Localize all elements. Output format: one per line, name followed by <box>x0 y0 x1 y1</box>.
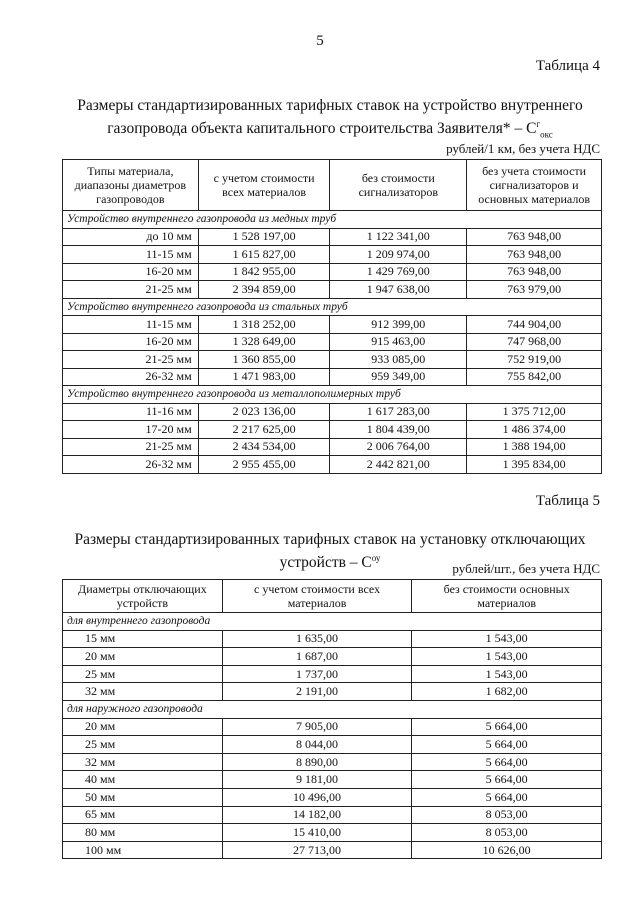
table5-value-cell: 15 410,00 <box>222 824 412 842</box>
table4-section-title: Устройство внутреннего газопровода из медных труб <box>63 211 602 229</box>
table5-row <box>63 630 602 648</box>
table4-section-row <box>63 386 602 404</box>
table4-row <box>63 316 602 334</box>
table4-value-cell: 1 842 955,00 <box>198 263 330 281</box>
table4-value-cell: 2 394 859,00 <box>198 281 330 299</box>
table5-diameter-cell: 20 мм <box>63 648 223 666</box>
table5-diameter-cell: 80 мм <box>63 824 223 842</box>
table4-title-sup: г <box>536 119 541 129</box>
table4-value-cell: 2 955 455,00 <box>198 456 330 474</box>
table4-diameter-cell: 21-25 мм <box>63 438 199 456</box>
table4-value-cell: 747 968,00 <box>467 333 602 351</box>
table5-units: рублей/шт., без учета НДС <box>452 561 600 576</box>
table5-value-cell: 1 543,00 <box>412 630 602 648</box>
table4-value-cell: 1 528 197,00 <box>198 228 330 246</box>
table5-row <box>63 806 602 824</box>
table4-row <box>63 403 602 421</box>
table4-value-cell: 915 463,00 <box>330 333 467 351</box>
table4-section-row <box>63 298 602 316</box>
table4-value-cell: 2 442 821,00 <box>330 456 467 474</box>
table5-value-cell: 9 181,00 <box>222 771 412 789</box>
table5-title-line1: Размеры стандартизированных тарифных ставок на установку отключающих <box>74 531 586 548</box>
table4-value-cell: 2 217 625,00 <box>198 421 330 439</box>
table5-diameter-cell: 65 мм <box>63 806 223 824</box>
table5-value-cell: 1 635,00 <box>222 630 412 648</box>
table4-value-cell: 1 617 283,00 <box>330 403 467 421</box>
table4-row <box>63 281 602 299</box>
table5-label: Таблица 5 <box>535 493 600 509</box>
table4-value-cell: 763 979,00 <box>467 281 602 299</box>
table4-diameter-cell: 26-32 мм <box>63 456 199 474</box>
table5 <box>62 579 602 859</box>
table4-diameter-cell: до 10 мм <box>63 228 199 246</box>
table5-diameter-cell: 15 мм <box>63 630 223 648</box>
table4-value-cell: 1 947 638,00 <box>330 281 467 299</box>
table4-value-cell: 1 328 649,00 <box>198 333 330 351</box>
table4-value-cell: 1 122 341,00 <box>330 228 467 246</box>
table5-value-cell: 8 053,00 <box>412 824 602 842</box>
table4-value-cell: 1 615 827,00 <box>198 246 330 264</box>
table5-diameter-cell: 50 мм <box>63 788 223 806</box>
table4-title-line2: газопровода объекта капитального строительства Заявителя* – С <box>107 120 537 138</box>
table5-row <box>63 718 602 736</box>
table4-title-line1: Размеры стандартизированных тарифных ставок на устройство внутреннего <box>77 97 583 114</box>
table4-value-cell: 1 318 252,00 <box>198 316 330 334</box>
table5-title-line2: устройств – С <box>279 554 372 572</box>
table5-header-cell: Диаметры отключающих устройств <box>63 580 223 613</box>
table5-value-cell: 8 053,00 <box>412 806 602 824</box>
table4-row <box>63 228 602 246</box>
table5-header-cell: с учетом стоимости всех материалов <box>222 580 412 613</box>
table4-value-cell: 2 434 534,00 <box>198 438 330 456</box>
table5-value-cell: 5 664,00 <box>412 753 602 771</box>
table5-diameter-cell: 20 мм <box>63 718 223 736</box>
table4-section-title: Устройство внутреннего газопровода из металлополимерных труб <box>63 386 602 404</box>
table4-value-cell: 912 399,00 <box>330 316 467 334</box>
table5-row <box>63 736 602 754</box>
table4-header-cell: Типы материала, диапазоны диаметров газопроводов <box>63 160 199 211</box>
table4-value-cell: 2 006 764,00 <box>330 438 467 456</box>
table4-value-cell: 1 471 983,00 <box>198 368 330 386</box>
table4-value-cell: 1 360 855,00 <box>198 351 330 369</box>
table5-value-cell: 14 182,00 <box>222 806 412 824</box>
table4-header-row <box>63 160 602 211</box>
table5-value-cell: 5 664,00 <box>412 771 602 789</box>
table4-value-cell: 2 023 136,00 <box>198 403 330 421</box>
table4-title <box>60 96 600 144</box>
table5-title-sup: оу <box>371 553 381 563</box>
table5-header-row <box>63 580 602 613</box>
table4-value-cell: 752 919,00 <box>467 351 602 369</box>
table4-header-cell: без стоимости сигнализаторов <box>330 160 467 211</box>
table4-diameter-cell: 21-25 мм <box>63 351 199 369</box>
table5-value-cell: 1 737,00 <box>222 665 412 683</box>
table4-header-cell: без учета стоимости сигнализаторов и основных материалов <box>467 160 602 211</box>
table5-header-cell: без стоимости основных материалов <box>412 580 602 613</box>
table4-value-cell: 1 388 194,00 <box>467 438 602 456</box>
table4-row <box>63 456 602 474</box>
table4-diameter-cell: 17-20 мм <box>63 421 199 439</box>
table5-value-cell: 1 543,00 <box>412 665 602 683</box>
table5-row <box>63 683 602 701</box>
table5-value-cell: 8 044,00 <box>222 736 412 754</box>
table5-value-cell: 5 664,00 <box>412 788 602 806</box>
table4-diameter-cell: 11-16 мм <box>63 403 199 421</box>
table4-label: Таблица 4 <box>535 58 600 74</box>
table4-row <box>63 438 602 456</box>
table5-section-row <box>63 700 602 718</box>
table5-diameter-cell: 32 мм <box>63 683 223 701</box>
table4-value-cell: 1 486 374,00 <box>467 421 602 439</box>
table4-section-title: Устройство внутреннего газопровода из стальных труб <box>63 298 602 316</box>
table4-value-cell: 763 948,00 <box>467 246 602 264</box>
table5-value-cell: 5 664,00 <box>412 718 602 736</box>
table4-value-cell: 1 375 712,00 <box>467 403 602 421</box>
table4-row <box>63 421 602 439</box>
table5-value-cell: 7 905,00 <box>222 718 412 736</box>
table4-value-cell: 1 429 769,00 <box>330 263 467 281</box>
table4-diameter-cell: 11-15 мм <box>63 316 199 334</box>
table5-row <box>63 665 602 683</box>
table4-title-sub: окс <box>540 129 553 140</box>
table4-value-cell: 959 349,00 <box>330 368 467 386</box>
table4-value-cell: 744 904,00 <box>467 316 602 334</box>
table4-value-cell: 1 804 439,00 <box>330 421 467 439</box>
table5-value-cell: 8 890,00 <box>222 753 412 771</box>
table5-section-title: для наружного газопровода <box>63 700 602 718</box>
table5-value-cell: 27 713,00 <box>222 841 412 859</box>
table4-units: рублей/1 км, без учета НДС <box>446 141 600 156</box>
table4-diameter-cell: 21-25 мм <box>63 281 199 299</box>
table4-value-cell: 933 085,00 <box>330 351 467 369</box>
table4-diameter-cell: 11-15 мм <box>63 246 199 264</box>
table4-body <box>63 211 602 474</box>
table5-value-cell: 5 664,00 <box>412 736 602 754</box>
table4-section-row <box>63 211 602 229</box>
table4 <box>62 159 602 474</box>
page-number: 5 <box>316 33 324 49</box>
table4-value-cell: 763 948,00 <box>467 228 602 246</box>
table4-diameter-cell: 16-20 мм <box>63 263 199 281</box>
table5-row <box>63 771 602 789</box>
table4-row <box>63 263 602 281</box>
table4-diameter-cell: 26-32 мм <box>63 368 199 386</box>
table4-header-cell: с учетом стоимости всех материалов <box>198 160 330 211</box>
table4-value-cell: 1 209 974,00 <box>330 246 467 264</box>
table4-row <box>63 368 602 386</box>
table5-diameter-cell: 40 мм <box>63 771 223 789</box>
table5-section-row <box>63 613 602 631</box>
table4-value-cell: 755 842,00 <box>467 368 602 386</box>
table5-value-cell: 1 543,00 <box>412 648 602 666</box>
table5-diameter-cell: 25 мм <box>63 736 223 754</box>
table5-value-cell: 1 682,00 <box>412 683 602 701</box>
table4-diameter-cell: 16-20 мм <box>63 333 199 351</box>
table4-value-cell: 763 948,00 <box>467 263 602 281</box>
table5-diameter-cell: 25 мм <box>63 665 223 683</box>
table5-row <box>63 841 602 859</box>
table5-value-cell: 10 626,00 <box>412 841 602 859</box>
table4-row <box>63 351 602 369</box>
table5-value-cell: 1 687,00 <box>222 648 412 666</box>
table4-value-cell: 1 395 834,00 <box>467 456 602 474</box>
table5-section-title: для внутреннего газопровода <box>63 613 602 631</box>
table5-diameter-cell: 100 мм <box>63 841 223 859</box>
table5-body <box>63 613 602 859</box>
table4-row <box>63 246 602 264</box>
table5-value-cell: 10 496,00 <box>222 788 412 806</box>
table5-value-cell: 2 191,00 <box>222 683 412 701</box>
table5-row <box>63 753 602 771</box>
table5-diameter-cell: 32 мм <box>63 753 223 771</box>
table5-row <box>63 788 602 806</box>
table5-row <box>63 824 602 842</box>
table5-row <box>63 648 602 666</box>
table4-row <box>63 333 602 351</box>
